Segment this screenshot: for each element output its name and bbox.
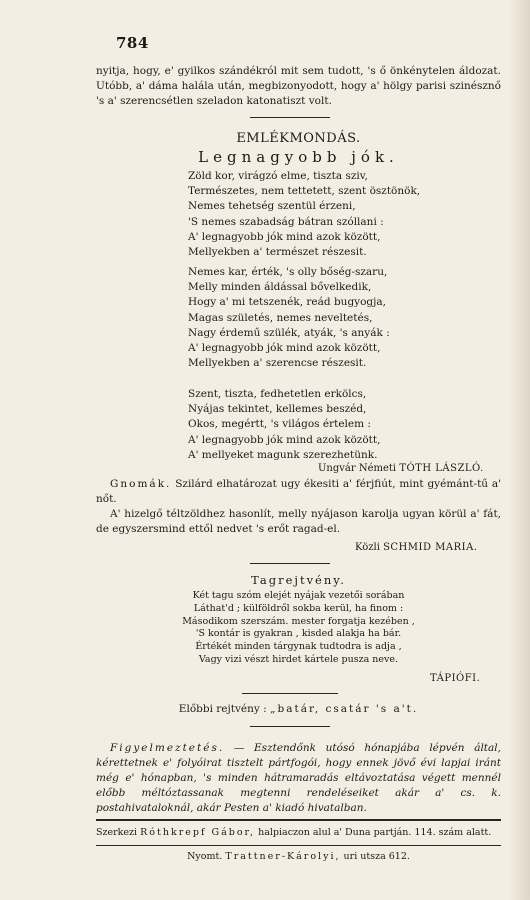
poem-line: Természetes, nem tettetett, szent ösztönök, xyxy=(188,185,421,198)
notice-text: — Esztendőnk utósó hónapjába lépvén által, kérettetnek e' folyóirat tisztelt pártfogói, hogy ennek jövő évi lapjai iránt még e' hónapban, 's minden hátramaradás eltávoztatása végett mennél előbb méltóztassanak megtenni rendeléseiket akár a' cs. k. postahivataloknál, akár Pesten a' kiadó hivatalban. xyxy=(96,742,501,814)
printer-address: uri utsza 612. xyxy=(343,851,410,862)
divider-rule xyxy=(250,726,330,727)
gnomak-text-1: Szilárd elhatározat ugy ékesiti a' férjfiút, mint gyémánt-tű a' nőt. xyxy=(96,478,502,505)
poem-line: Nyájas tekintet, kellemes beszéd, xyxy=(188,403,367,416)
poem-line: A' legnagyobb jók mind azok között, xyxy=(188,230,381,243)
gnomak-line-1 xyxy=(96,477,501,507)
poem-line: A' legnagyobb jók mind azok között, xyxy=(188,433,381,446)
previous-riddle-label: Előbbi rejtvény : xyxy=(178,703,267,715)
previous-riddle-answer: „batár, csatár 's a't. xyxy=(270,703,419,715)
footer-rule xyxy=(96,819,501,821)
editor-address: halpiaczon alul a' Duna partján. 114. szám alatt. xyxy=(258,827,492,838)
riddle-line: Láthat'd ; külföldről sokba kerül, ha finom : xyxy=(193,602,404,614)
riddle-line: Értékét minden tárgynak tudtodra is adja , xyxy=(195,641,402,653)
printer-line xyxy=(96,851,501,862)
poem-line: Mellyekben a' természet részesit. xyxy=(188,246,367,259)
divider-rule xyxy=(242,693,338,694)
poem-line: Nemes kar, érték, 's olly bőség-szaru, xyxy=(188,266,388,278)
riddle-verse xyxy=(96,590,501,667)
poem-line: 'S nemes szabadság bátran szóllani : xyxy=(188,215,384,228)
editor-prefix: Szerkezi xyxy=(96,827,138,838)
poem-line: Zöld kor, virágzó elme, tiszta sziv, xyxy=(188,170,368,182)
printer-name: Trattner-Károlyi, xyxy=(225,851,341,862)
signature-prefix: Közli xyxy=(355,542,380,553)
poem-line: Mellyekben a' szerencse részesit. xyxy=(188,357,367,370)
gnomak-label: Gnomák. xyxy=(110,478,172,490)
footer-rule xyxy=(96,845,501,846)
poem-stanza-1 xyxy=(188,169,420,260)
divider-rule xyxy=(250,563,330,564)
poem-stanza-2 xyxy=(188,265,390,371)
poem-line: A' mellyeket magunk szerezhetünk. xyxy=(188,448,378,461)
signature-name: TÓTH LÁSZLÓ. xyxy=(399,463,484,474)
editor-line xyxy=(96,827,501,838)
signature-prefix: Ungvár Németi xyxy=(318,463,397,474)
signature-name: SCHMID MARIA. xyxy=(383,542,478,553)
intro-paragraph xyxy=(96,64,501,109)
page-number: 784 xyxy=(116,34,149,52)
facing-page-shadow xyxy=(508,0,530,900)
poem-line: Nemes tehetség szentül érzeni, xyxy=(188,200,356,213)
riddle-line: Két tagu szóm elejét nyájak vezetői sorában xyxy=(192,590,405,601)
notice-text-wrap xyxy=(96,741,501,816)
riddle-line: 'S kontár is gyakran , kisded alakja ha bár. xyxy=(195,628,402,640)
editor-name: Róthkrepf Gábor, xyxy=(140,827,256,838)
poem-line: Nagy érdemű szülék, atyák, 's anyák : xyxy=(188,326,390,339)
riddle-line: Vagy vizi vészt hirdet kártele pusza neve. xyxy=(198,653,399,665)
riddle-signature: TÁPIÓFI. xyxy=(430,673,481,684)
divider-rule xyxy=(250,117,330,118)
intro-paragraph-text: nyitja, hogy, e' gyilkos szándékról mit sem tudott, 's ő önkénytelen áldozat. Utóbb, a' dáma halála után, megbizonyodott, hogy a' hölgy parisi szinésznő 's a' szerencsétlen szeladon katonatiszt volt. xyxy=(96,65,501,107)
printer-prefix: Nyomt. xyxy=(187,851,223,862)
gnomak-block xyxy=(96,477,501,537)
riddle-title: Tagrejtvény. xyxy=(251,573,346,587)
notice-paragraph xyxy=(96,741,501,816)
notice-label: Figyelmeztetés. xyxy=(110,742,225,754)
previous-riddle xyxy=(96,703,501,715)
poem-stanza-3 xyxy=(188,387,380,463)
poem-signature xyxy=(318,463,484,474)
poem-line: Melly minden áldással bővelkedik, xyxy=(188,281,372,294)
riddle-line: Másodikom szerszám. mester forgatja kezében , xyxy=(182,615,415,627)
poem-line: A' legnagyobb jók mind azok között, xyxy=(188,342,381,355)
gnomak-text-2: A' hizelgő téltzöldhez hasonlít, melly nyájason karolja ugyan körül a' fát, de egyszersmind ettől nedvet 's erőt ragad-el. xyxy=(96,508,501,535)
section-title: EMLÉKMONDÁS. xyxy=(236,131,361,146)
poem-title: Legnagyobb jók. xyxy=(198,148,399,166)
poem-line: Szent, tiszta, fedhetetlen erkölcs, xyxy=(188,388,367,400)
gnomak-signature xyxy=(355,542,478,553)
poem-line: Okos, megértt, 's világos értelem : xyxy=(188,418,371,431)
poem-line: Magas születés, nemes neveltetés, xyxy=(188,311,373,324)
poem-line: Hogy a' mi tetszenék, reád bugyogja, xyxy=(188,296,386,309)
